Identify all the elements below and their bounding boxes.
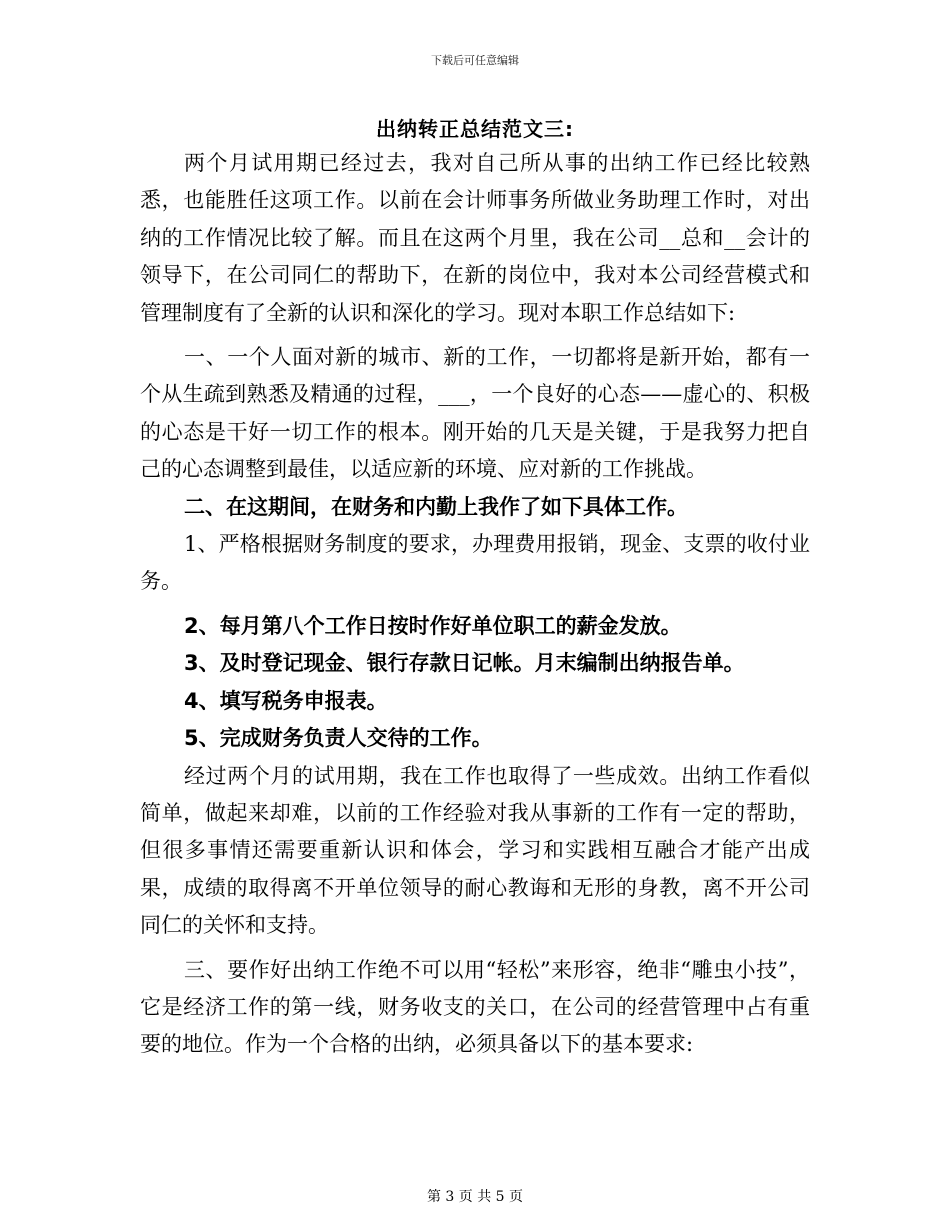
paragraph-section-2-heading: 二、在这期间，在财务和内勤上我作了如下具体工作。 bbox=[184, 494, 688, 519]
list-item-4: 4、填写税务申报表。 bbox=[184, 688, 388, 713]
page-header-note: 下载后可任意编辑 bbox=[431, 54, 519, 67]
document-body bbox=[140, 145, 810, 1064]
document-title: 出纳转正总结范文三: bbox=[376, 117, 574, 141]
list-item-5: 5、完成财务负责人交待的工作。 bbox=[184, 726, 493, 751]
list-item-1: 1、严格根据财务制度的要求，办理费用报销，现金、支票的收付业务。 bbox=[140, 532, 810, 594]
list-item-3: 3、及时登记现金、银行存款日记帐。月末编制出纳报告单。 bbox=[184, 651, 745, 676]
paragraph-intro: 两个月试用期已经过去，我对自己所从事的出纳工作已经比较熟悉，也能胜任这项工作。以前在会计师事务所做业务助理工作时，对出纳的工作情况比较了解。而且在这两个月里，我在公司__总和__会计的领导下，在公司同仁的帮助下，在新的岗位中，我对本公司经营模式和管理制度有了全新的认识和深化的学习。现对本职工作总结如下: bbox=[140, 151, 810, 325]
paragraph-summary: 经过两个月的试用期，我在工作也取得了一些成效。出纳工作看似简单，做起来却难，以前的工作经验对我从事新的工作有一定的帮助，但很多事情还需要重新认识和体会，学习和实践相互融合才能产出成果，成绩的取得离不开单位领导的耐心教诲和无形的身教，离不开公司同仁的关怀和支持。 bbox=[140, 763, 810, 938]
list-item-2: 2、每月第八个工作日按时作好单位职工的薪金发放。 bbox=[184, 613, 682, 638]
paragraph-section-3: 三、要作好出纳工作绝不可以用“轻松”来形容，绝非“雕虫小技”，它是经济工作的第一线，财务收支的关口，在公司的经营管理中占有重要的地位。作为一个合格的出纳，必须具备以下的基本要求: bbox=[140, 957, 810, 1057]
paragraph-section-1: 一、一个人面对新的城市、新的工作，一切都将是新开始，都有一个从生疏到熟悉及精通的过程，___，一个良好的心态——虚心的、积极的心态是干好一切工作的根本。刚开始的几天是关键，于是我努力把自己的心态调整到最佳，以适应新的环境、应对新的工作挑战。 bbox=[140, 345, 810, 482]
page-number: 第 3 页 共 5 页 bbox=[426, 1189, 524, 1205]
